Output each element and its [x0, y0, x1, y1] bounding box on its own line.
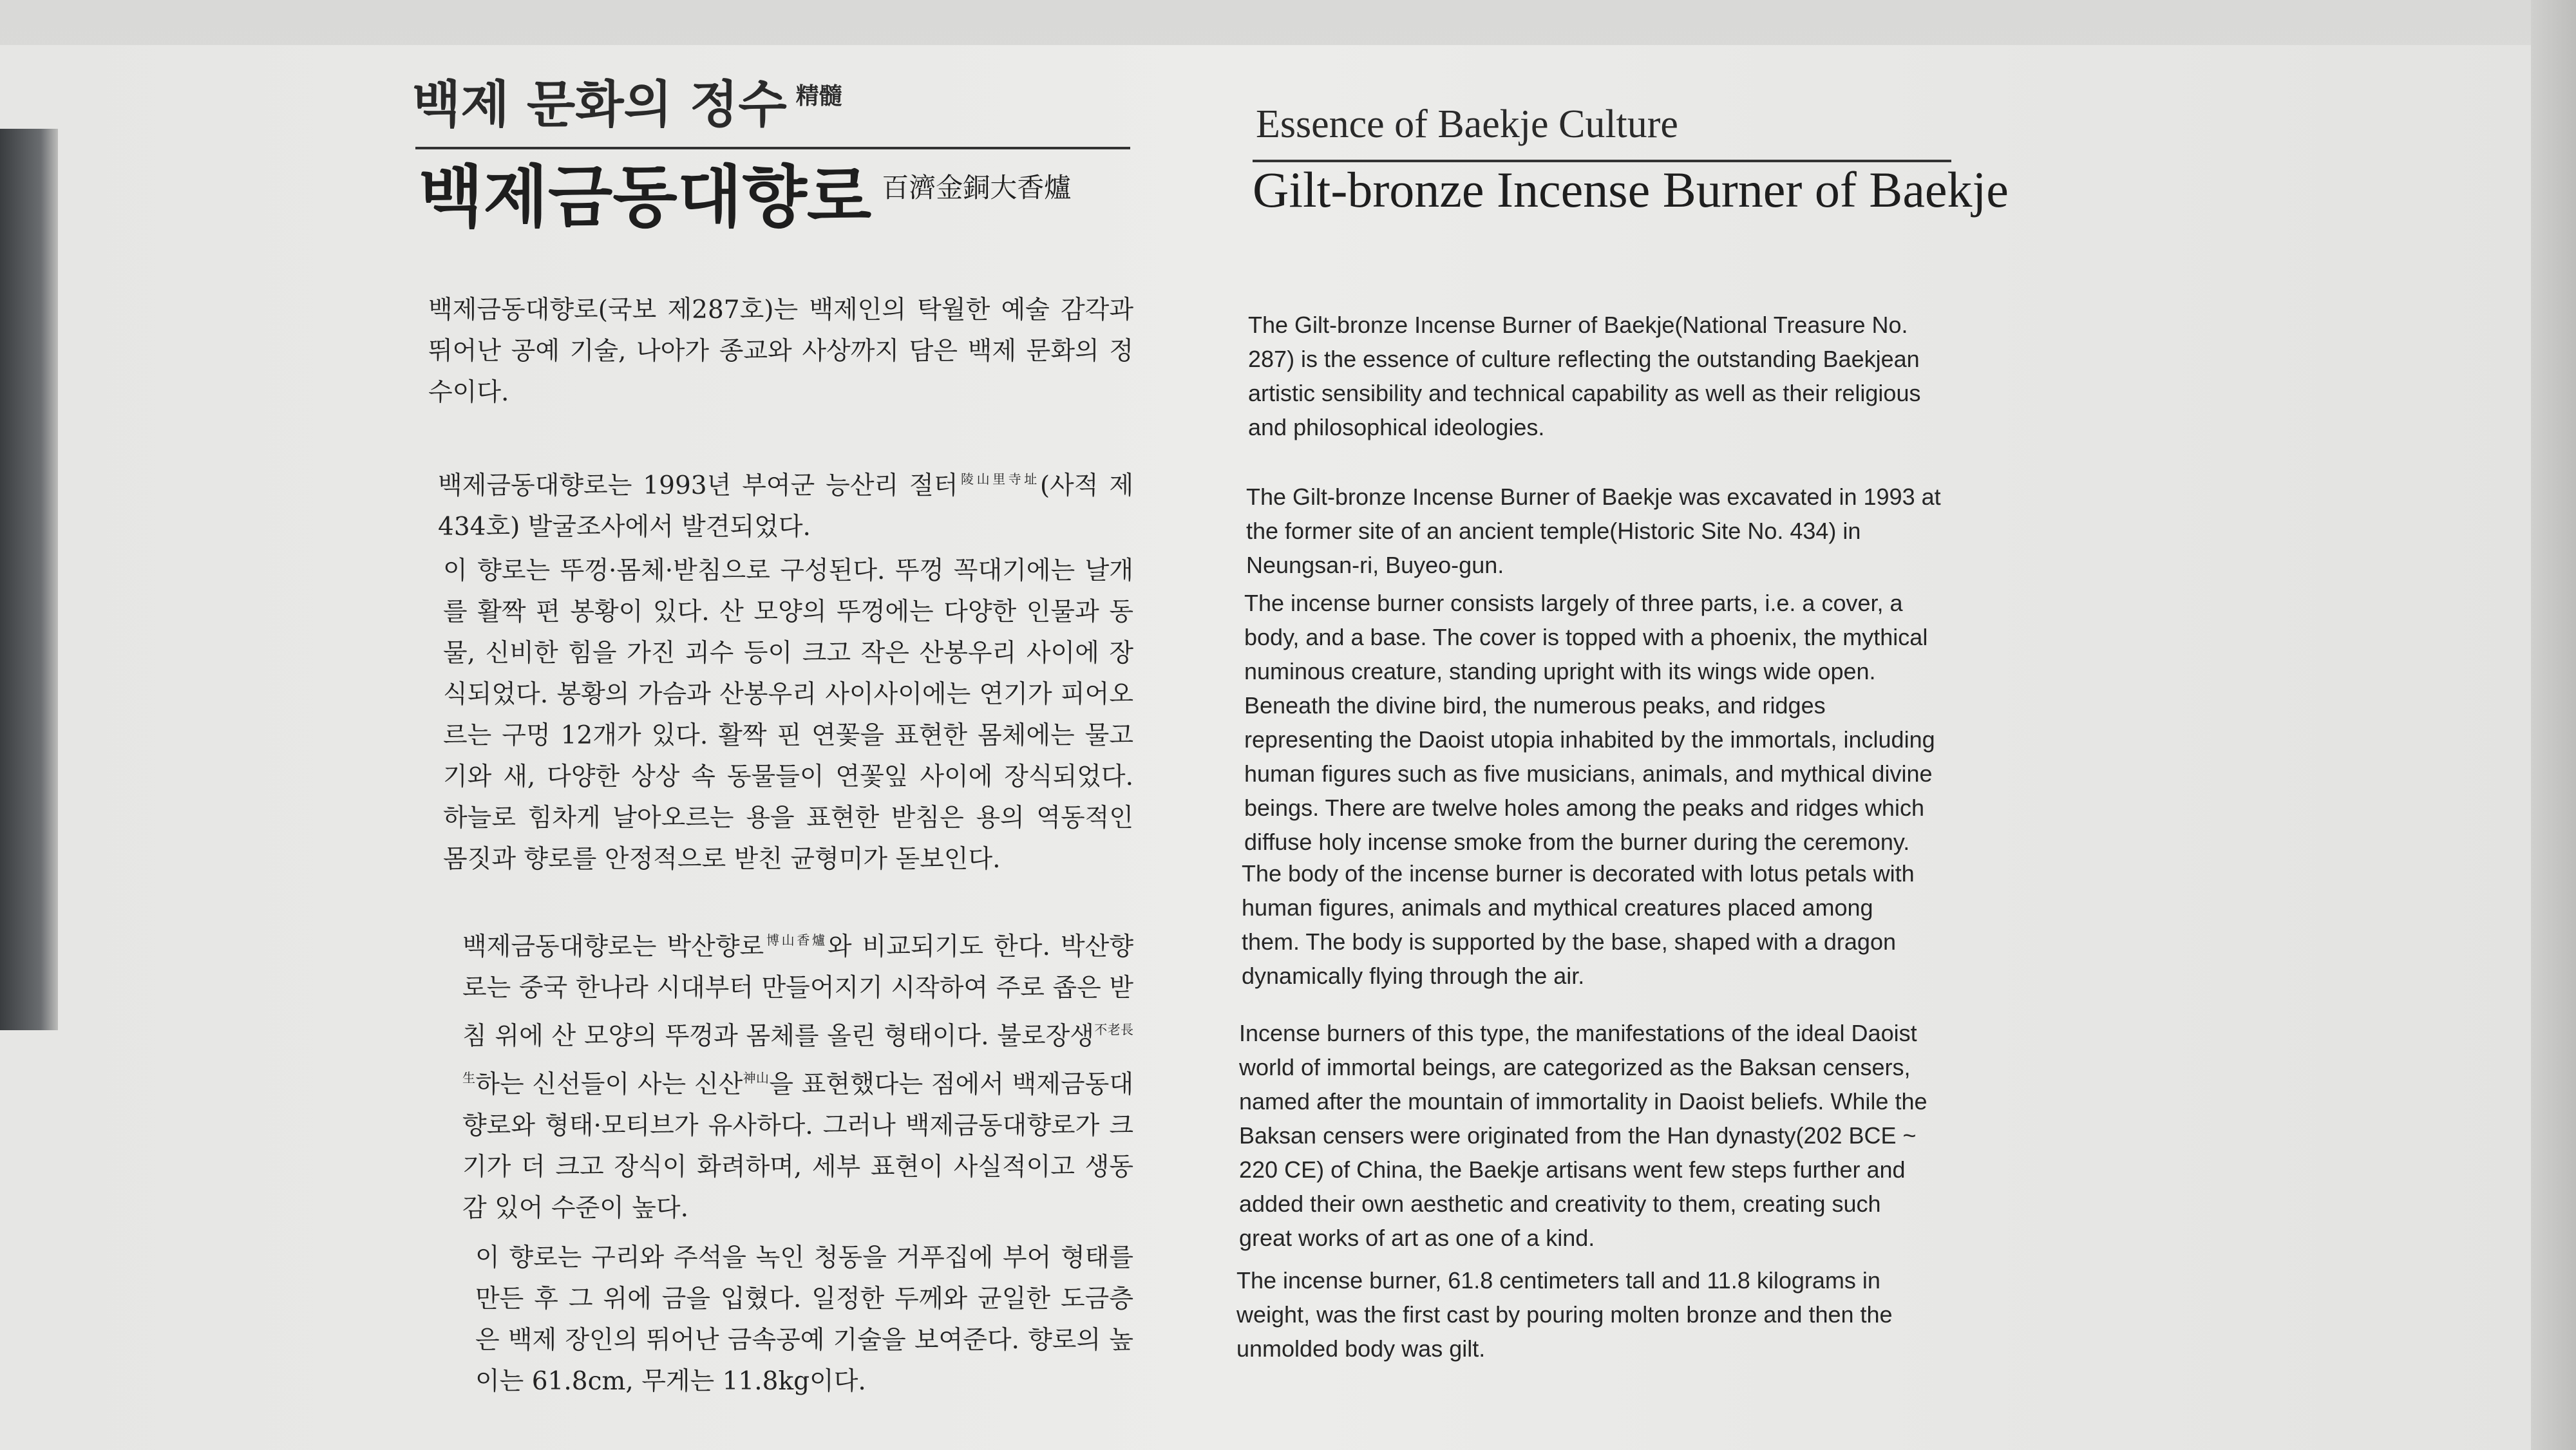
korean-paragraph-4-hanja-2: 不老長生	[462, 1022, 1134, 1086]
korean-paragraph-5: 이 향로는 구리와 주석을 녹인 청동을 거푸집에 부어 형태를 만든 후 그 위에 금을 입혔다. 일정한 두께와 균일한 도금층은 백제 장인의 뛰어난 금속공예 기술을 보여준다. 향로의 높이는 61.8cm, 무게는 11.8kg이다.	[475, 1243, 1133, 1396]
korean-paragraph-2-text-b: (사적 제434호) 발굴조사에서 발견되었다.	[438, 471, 1133, 541]
english-paragraph-4: The body of the incense burner is decorated with lotus petals with human figures, animals and mythical creatures placed among them. The body is supported by the base, shaped with a dragon dynamically flying through the air.	[1242, 860, 1915, 989]
english-paragraph-6: The incense burner, 61.8 centimeters tall and 11.8 kilograms in weight, was the first cast by pouring molten bronze and then the unmolded body was gilt.	[1236, 1267, 1893, 1362]
korean-title-text: 백제금동대향로	[419, 158, 872, 236]
korean-paragraph-2-hanja: 陵山里寺址	[958, 471, 1040, 487]
korean-paragraph-4-text-d: 을 표현했다는 점에서 백제금동대향로와 형태·모티브가 유사하다. 그러나 백제금동대향로가 크기가 더 크고 장식이 화려하며, 세부 표현이 사실적이고 생동감 있어 수준이 높다.	[462, 1070, 1133, 1223]
wall-edge-left	[0, 129, 58, 1030]
english-title: Gilt-bronze Incense Burner of Baekje	[1253, 162, 2009, 218]
korean-paragraph-4	[462, 919, 1133, 1229]
english-category-heading: Essence of Baekje Culture	[1256, 102, 1678, 146]
korean-paragraph-4-text-b: 와 비교되기도 한다. 박산향로는 중국 한나라 시대부터 만들어지기 시작하여 주로 좁은 받침 위에 산 모양의 뚜껑과 몸체를 올린 형태이다. 불로장생	[462, 932, 1133, 1051]
korean-paragraph-4-text-a: 백제금동대향로는 박산향로	[462, 932, 764, 961]
korean-paragraph-4-hanja-3: 神山	[743, 1070, 770, 1086]
korean-category-hanja: 精髓	[795, 83, 842, 109]
korean-title-hanja: 百濟金銅大香爐	[882, 172, 1072, 203]
english-paragraph-2: The Gilt-bronze Incense Burner of Baekje was excavated in 1993 at the former site of an ancient temple(Historic Site No. 434) in Neungsan-ri, Buyeo-gun.	[1246, 484, 1941, 578]
korean-category-heading	[412, 64, 842, 137]
korean-category-text: 백제 문화의 정수	[412, 76, 787, 134]
english-paragraph-5: Incense burners of this type, the manifestations of the ideal Daoist world of immortal beings, are categorized as the Baksan censers, named after the mountain of immortality in Daoist beliefs. While the Baksan censers were originated from the Han dynasty(202 BCE ~ 220 CE) of China, the Baekje artisans went few steps further and added their own aesthetic and creativity to them, creating such great works of art as one of a kind.	[1239, 1020, 1927, 1251]
korean-title	[419, 143, 1071, 240]
english-paragraph-1: The Gilt-bronze Incense Burner of Baekje(National Treasure No. 287) is the essence of culture reflecting the outstanding Baekjean artistic sensibility and technical capability as well as their religious and philosophical ideologies.	[1248, 312, 1921, 440]
korean-paragraph-1: 백제금동대향로(국보 제287호)는 백제인의 탁월한 예술 감각과 뛰어난 공예 기술, 나아가 종교와 사상까지 담은 백제 문화의 정수이다.	[428, 296, 1133, 407]
korean-paragraph-3: 이 향로는 뚜껑·몸체·받침으로 구성된다. 뚜껑 꼭대기에는 날개를 활짝 편 봉황이 있다. 산 모양의 뚜껑에는 다양한 인물과 동물, 신비한 힘을 가진 괴수 등이 크고 작은 산봉우리 사이에 장식되었다. 봉황의 가슴과 산봉우리 사이사이에는 연기가 피어오르는 구멍 12개가 있다. 활짝 핀 연꽃을 표현한 몸체에는 물고기와 새, 다양한 상상 속 동물들이 연꽃잎 사이에 장식되었다. 하늘로 힘차게 날아오르는 용을 표현한 받침은 용의 역동적인 몸짓과 향로를 안정적으로 받친 균형미가 돋보인다.	[443, 556, 1133, 874]
english-paragraph-3: The incense burner consists largely of three parts, i.e. a cover, a body, and a base. The cover is topped with a phoenix, the mythical numinous creature, standing upright with its wings wide open. Beneath the divine bird, the numerous peaks, and ridges representing the Daoist utopia inhabited by the immortals, including human figures such as five musicians, animals, and mythical divine beings. There are twelve holes among the peaks and ridges which diffuse holy incense smoke from the burner during the ceremony.	[1244, 590, 1935, 855]
korean-paragraph-2	[438, 458, 1133, 548]
korean-paragraph-4-hanja-1: 博山香爐	[764, 932, 828, 948]
korean-paragraph-2-text-a: 백제금동대향로는 1993년 부여군 능산리 절터	[438, 471, 958, 500]
korean-paragraph-4-text-c: 하는 신선들이 사는 신산	[475, 1070, 743, 1099]
wall-edge-right	[2531, 0, 2576, 1450]
